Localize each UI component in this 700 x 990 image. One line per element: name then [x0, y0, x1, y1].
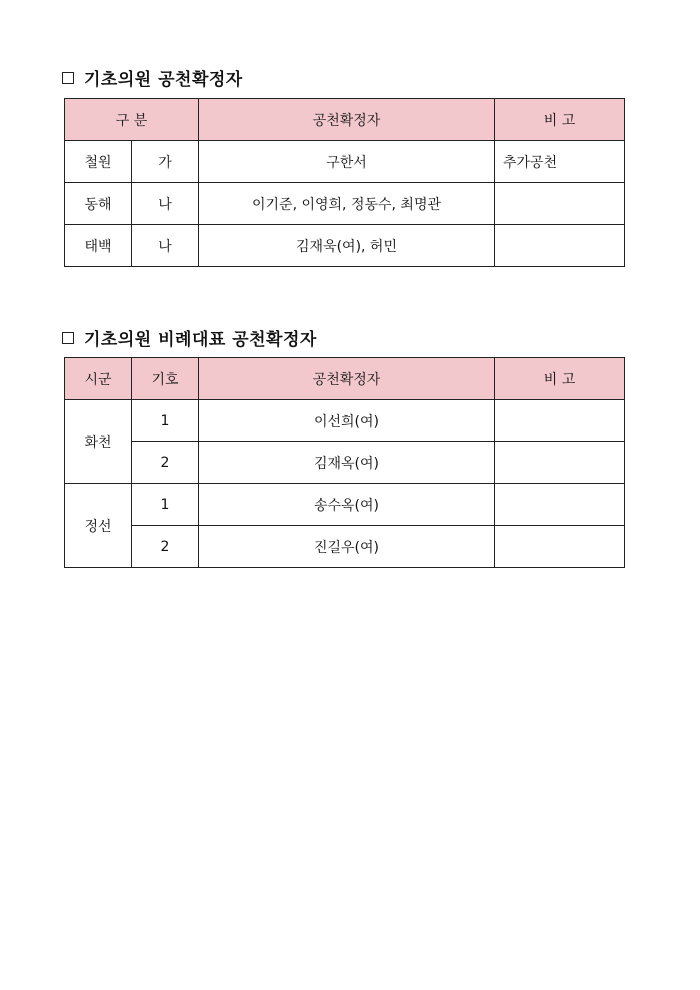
cell-number: 1 [132, 484, 199, 526]
table-row [65, 526, 625, 568]
cell-ballot: 가 [132, 141, 199, 183]
local-council-table [64, 98, 625, 267]
cell-candidates: 이기준, 이영희, 정동수, 최명관 [199, 183, 495, 225]
section-title-local-council [62, 65, 243, 90]
header-candidates: 공천확정자 [199, 99, 495, 141]
cell-ballot: 나 [132, 225, 199, 267]
cell-region: 태백 [65, 225, 132, 267]
section-title-text: 기초의원 공천확정자 [84, 70, 243, 90]
table-row [65, 484, 625, 526]
table-row [65, 141, 625, 183]
square-bullet-icon [62, 332, 74, 344]
cell-candidates: 김재욱(여), 허민 [199, 225, 495, 267]
cell-number: 1 [132, 400, 199, 442]
cell-region: 동해 [65, 183, 132, 225]
header-remarks: 비 고 [495, 358, 625, 400]
table-row [65, 183, 625, 225]
cell-remarks [495, 484, 625, 526]
cell-candidates: 송수옥(여) [199, 484, 495, 526]
proportional-council-table [64, 357, 625, 568]
table-header-row [65, 358, 625, 400]
table-header-row [65, 99, 625, 141]
header-candidates: 공천확정자 [199, 358, 495, 400]
cell-remarks [495, 400, 625, 442]
cell-candidates: 구한서 [199, 141, 495, 183]
section-title-proportional [62, 325, 317, 350]
header-remarks: 비 고 [495, 99, 625, 141]
cell-remarks [495, 526, 625, 568]
cell-number: 2 [132, 526, 199, 568]
cell-region: 화천 [65, 400, 132, 484]
table-row [65, 442, 625, 484]
cell-candidates: 김재옥(여) [199, 442, 495, 484]
cell-region: 정선 [65, 484, 132, 568]
section-title-text: 기초의원 비례대표 공천확정자 [84, 330, 317, 350]
cell-number: 2 [132, 442, 199, 484]
header-division: 구 분 [65, 99, 199, 141]
cell-ballot: 나 [132, 183, 199, 225]
table-row [65, 225, 625, 267]
header-region: 시군 [65, 358, 132, 400]
cell-remarks [495, 225, 625, 267]
cell-candidates: 이선희(여) [199, 400, 495, 442]
header-number: 기호 [132, 358, 199, 400]
table-row [65, 400, 625, 442]
cell-remarks: 추가공천 [495, 141, 625, 183]
cell-candidates: 진길우(여) [199, 526, 495, 568]
cell-remarks [495, 442, 625, 484]
cell-remarks [495, 183, 625, 225]
square-bullet-icon [62, 72, 74, 84]
cell-region: 철원 [65, 141, 132, 183]
